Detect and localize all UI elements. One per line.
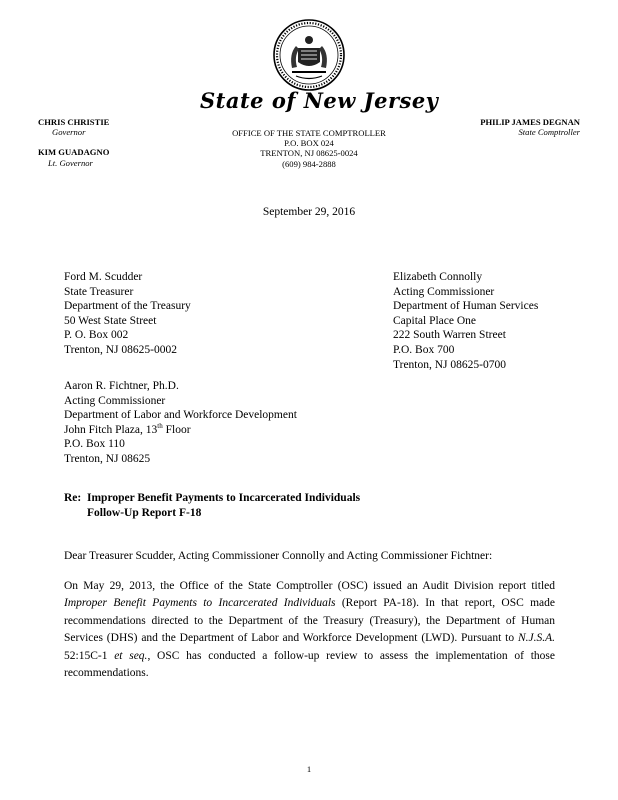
address-line: Capital Place One [393, 314, 477, 327]
subject-line [64, 491, 360, 521]
comptroller-block [480, 117, 580, 137]
salutation: Dear Treasurer Scudder, Acting Commissioner Connolly and Acting Commissioner Fichtner: [64, 550, 493, 562]
address-line: State Treasurer [64, 285, 134, 298]
office-name: OFFICE OF THE STATE COMPTROLLER [232, 128, 386, 138]
address-line: Trenton, NJ 08625 [64, 452, 151, 465]
address-line: Acting Commissioner [393, 285, 495, 298]
address-line: Department of the Treasury [64, 300, 191, 313]
address-line: Acting Commissioner [64, 394, 166, 407]
address-line: Trenton, NJ 08625-0002 [64, 343, 177, 356]
recipient-address-labor [64, 379, 297, 467]
address-line: 222 South Warren Street [393, 329, 506, 342]
address-line: John Fitch Plaza, 13th Floor [64, 421, 191, 436]
office-address-block [209, 128, 409, 169]
office-po-box: P.O. BOX 024 [284, 138, 334, 149]
recipient-address-treasury [64, 270, 191, 358]
subject-title: Improper Benefit Payments to Incarcerated Individuals [87, 492, 361, 504]
statute: N.J.S.A. [517, 632, 555, 645]
recipient-address-human-services [393, 270, 538, 372]
address-line: 50 West State Street [64, 314, 157, 327]
address-line: Department of Human Services [393, 300, 539, 313]
governor-title: Governor [52, 127, 86, 138]
office-phone: (609) 984-2888 [282, 158, 336, 169]
comptroller-title: State Comptroller [518, 127, 580, 138]
address-line: P. O. Box 002 [64, 329, 129, 342]
subject-report: Follow-Up Report F-18 [87, 507, 202, 519]
address-line: Ford M. Scudder [64, 271, 143, 283]
address-line: Trenton, NJ 08625-0700 [393, 358, 506, 371]
state-name-banner: State of New Jersey [200, 88, 439, 113]
office-city: TRENTON, NJ 08625-0024 [260, 148, 358, 159]
address-line: Department of Labor and Workforce Development [64, 409, 297, 422]
governor-block [38, 117, 109, 168]
address-line: Aaron R. Fichtner, Ph.D. [64, 380, 179, 392]
comptroller-name: PHILIP JAMES DEGNAN [480, 117, 580, 127]
lt-governor-title: Lt. Governor [48, 157, 93, 168]
address-line: Elizabeth Connolly [393, 271, 483, 283]
state-seal-icon [272, 18, 346, 92]
subject-prefix: Re: [64, 492, 82, 504]
address-line: P.O. Box 110 [64, 438, 125, 451]
address-line: P.O. Box 700 [393, 343, 455, 356]
letter-date: September 29, 2016 [262, 206, 356, 218]
report-title: Improper Benefit Payments to Incarcerated Individuals [64, 597, 336, 610]
governor-name: CHRIS CHRISTIE [38, 117, 110, 127]
page-number: 1 [306, 764, 312, 774]
body-paragraph: On May 29, 2013, the Office of the State Comptroller (OSC) issued an Audit Division report titled Improper Benefit Payments to Incarcerated Individuals (Report PA-18). In that report, OSC made recommendations directed to the Department of the Treasury (Treasury), the Department of Human Services (DHS) and the Department of Labor and Workforce Development (LWD). Pursuant to N.J.S.A. 52:15C-1 et seq., OSC has conducted a follow-up review to assess the implementation of those recommendations. [64, 580, 555, 680]
lt-governor-name: KIM GUADAGNO [38, 147, 110, 158]
